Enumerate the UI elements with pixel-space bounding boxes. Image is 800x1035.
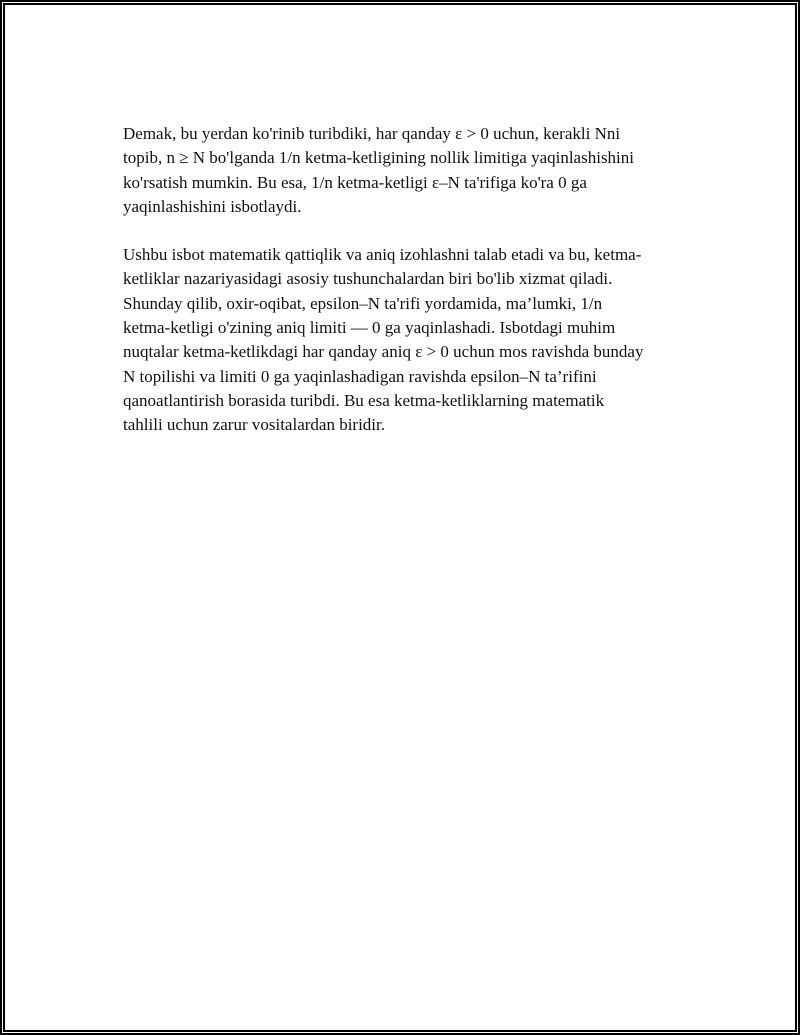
document-body	[123, 122, 703, 438]
paragraph-1-line-3: ko'rsatish mumkin. Bu esa, 1/n ketma-ketligi ε–N ta'rifiga ko'ra 0 ga	[123, 172, 587, 192]
paragraph-1-line-1: Demak, bu yerdan ko'rinib turibdiki, har qanday ε > 0 uchun, kerakli Nni	[123, 124, 621, 143]
paragraph-2-line-6: N topilishi va limiti 0 ga yaqinlashadigan ravishda epsilon–N ta’rifini	[123, 366, 597, 386]
paragraph-2-line-2: ketliklar nazariyasidagi asosiy tushunchalardan biri bo'lib xizmat qiladi.	[123, 269, 613, 289]
paragraph-1-line-4: yaqinlashishini isbotlaydi.	[123, 196, 302, 216]
paragraph-2	[123, 243, 703, 437]
paragraph-2-line-1: Ushbu isbot matematik qattiqlik va aniq izohlashni talab etadi va bu, ketma-	[123, 245, 642, 265]
paragraph-2-line-8: tahlili uchun zarur vositalardan biridir.	[123, 415, 386, 435]
paragraph-2-line-7: qanoatlantirish borasida turibdi. Bu esa ketma-ketliklarning matematik	[123, 390, 605, 410]
paragraph-1	[123, 122, 703, 219]
paragraph-2-line-5: nuqtalar ketma-ketlikdagi har qanday aniq ε > 0 uchun mos ravishda bunday	[123, 342, 644, 362]
paragraph-2-line-4: ketma-ketligi o'zining aniq limiti — 0 ga yaqinlashadi. Isbotdagi muhim	[123, 318, 616, 338]
paragraph-1-line-2: topib, n ≥ N bo'lganda 1/n ketma-ketligining nollik limitiga yaqinlashishini	[123, 148, 635, 168]
paragraph-2-line-3: Shunday qilib, oxir-oqibat, epsilon–N ta'rifi yordamida, ma’lumki, 1/n	[123, 293, 603, 313]
